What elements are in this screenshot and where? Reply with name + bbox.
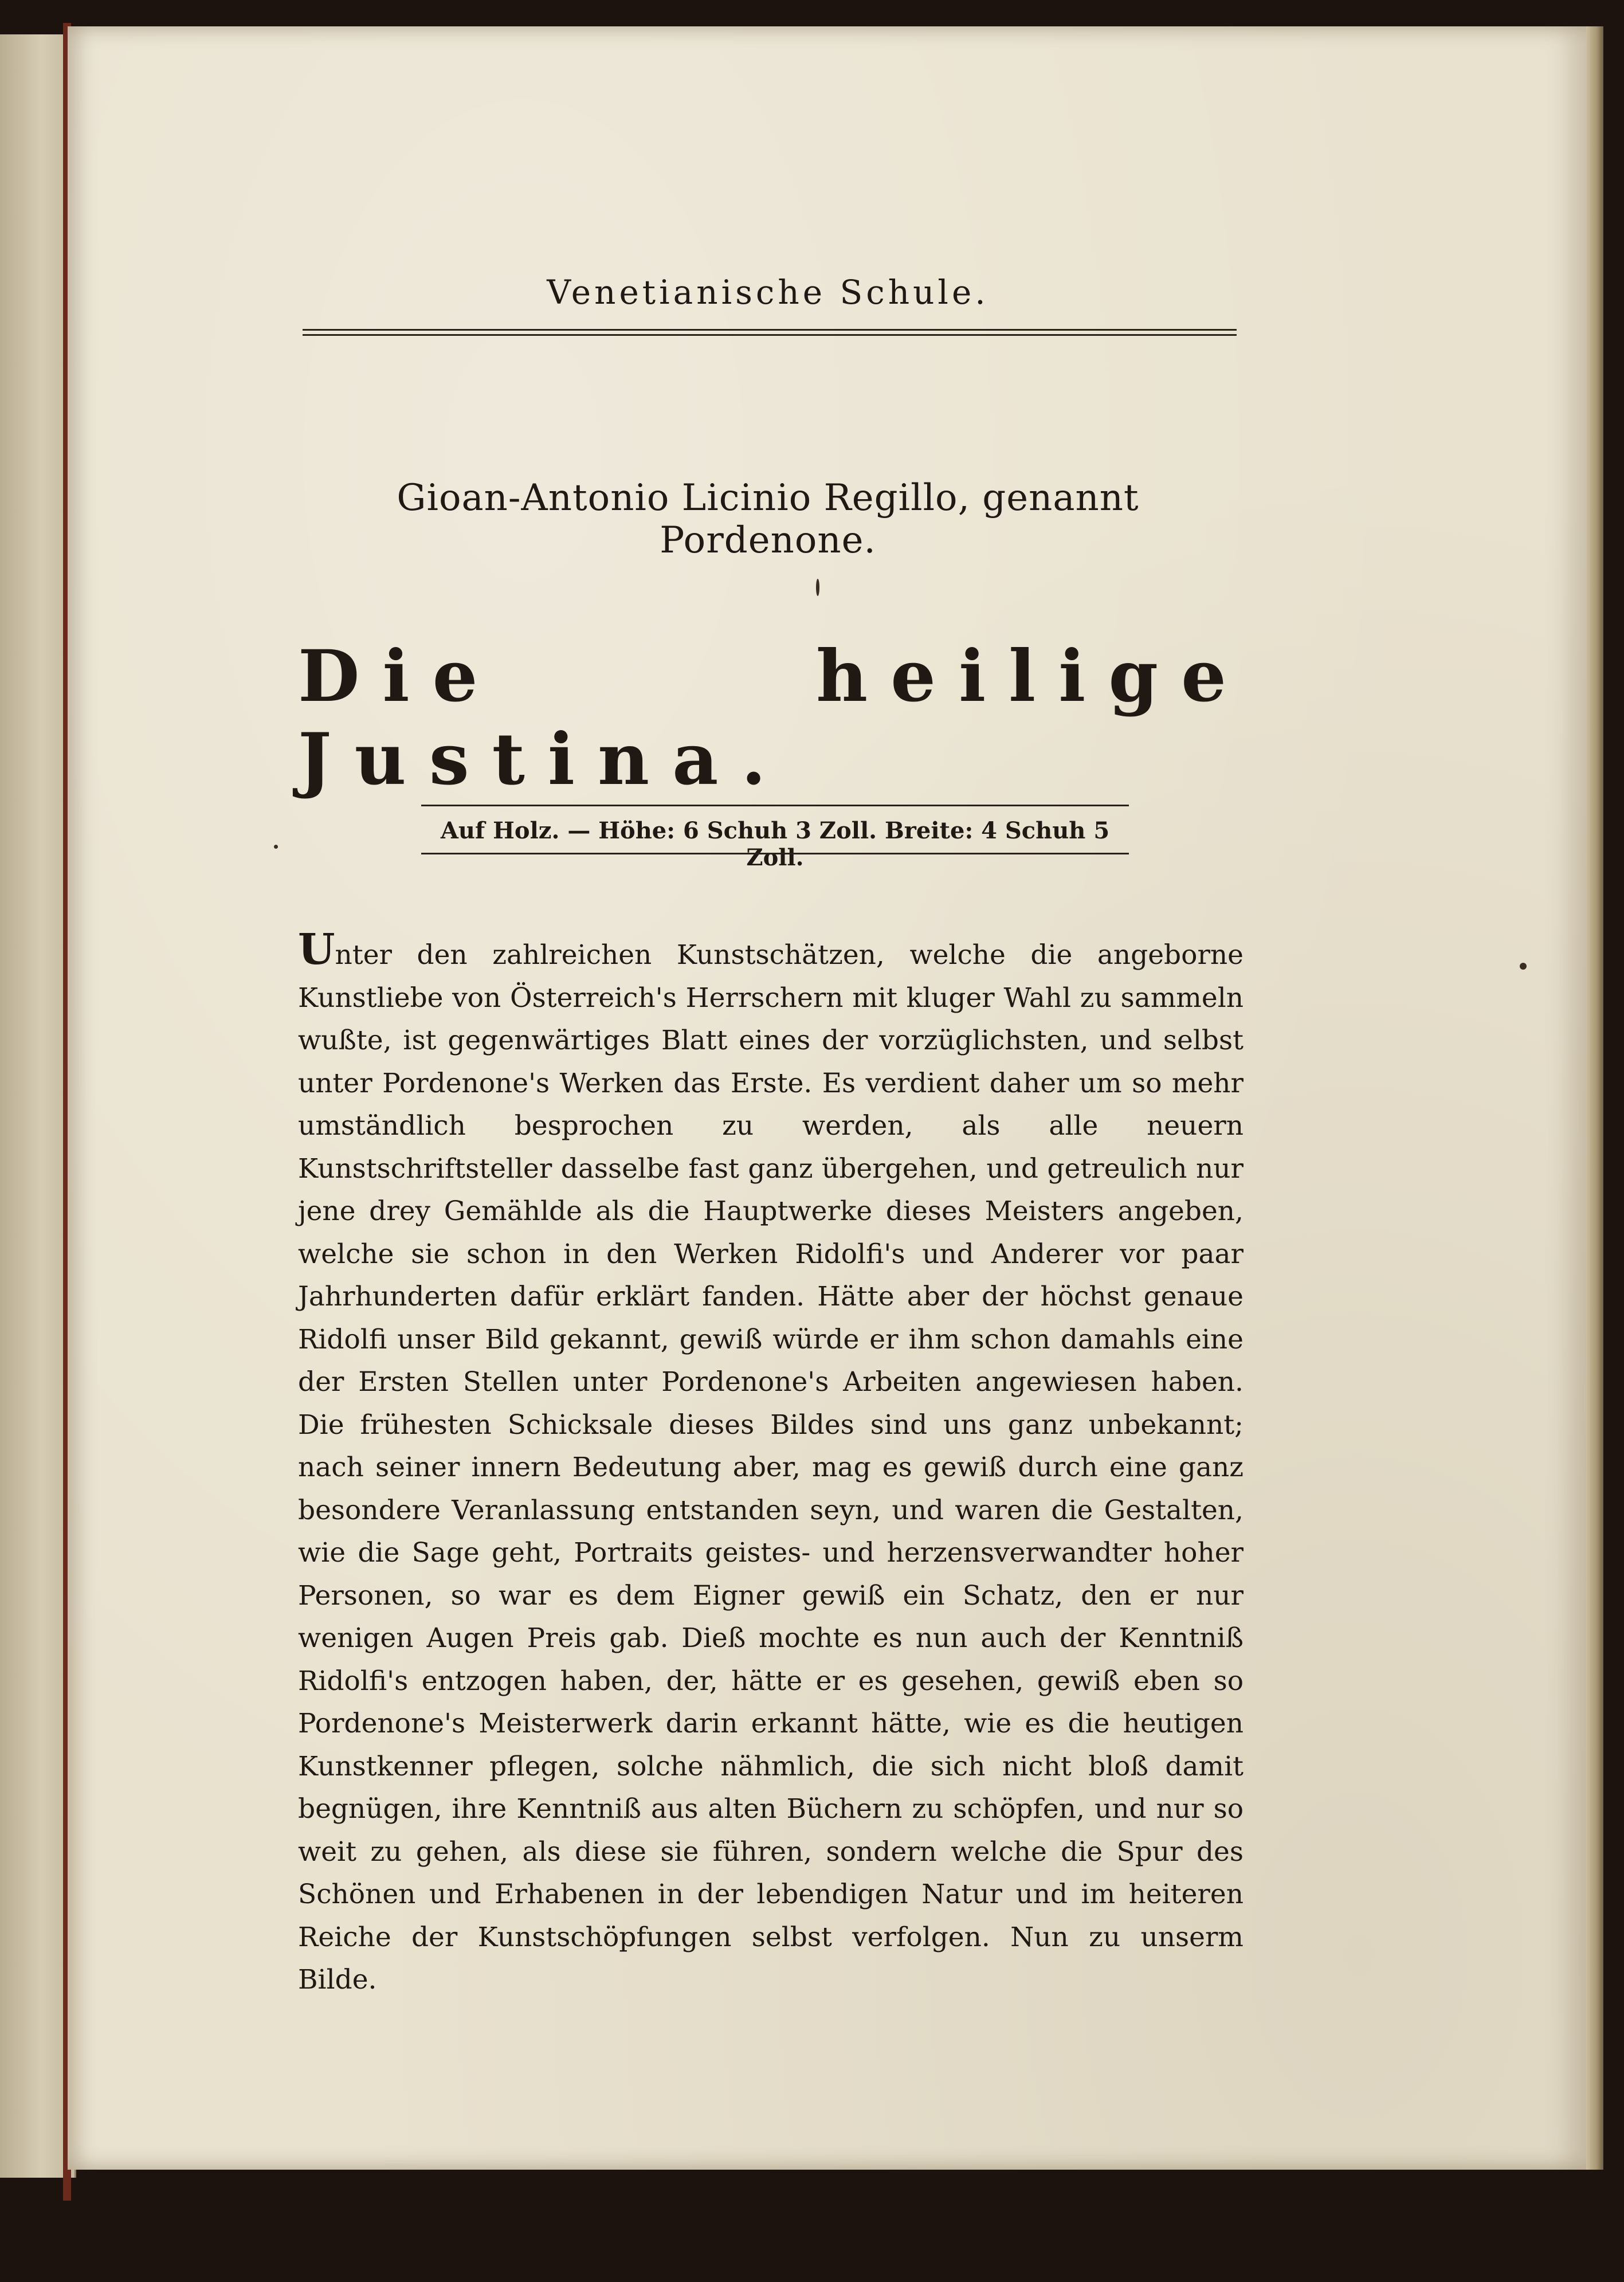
artist-name: Gioan-Antonio Licinio Regillo, genannt Pordenone. [397, 477, 1139, 562]
paper-speck [1520, 963, 1527, 970]
paper-speck [816, 579, 819, 596]
body-text [298, 925, 1244, 2002]
header-rule [303, 329, 1237, 336]
artwork-title: Die heilige Justina. [298, 635, 1249, 801]
page-fore-edge [1586, 26, 1603, 2170]
dimensions-rule-bottom [421, 853, 1129, 854]
body-paragraph: Unter den zahlreichen Kunstschätzen, welche die angeborne Kunstliebe von Österreich's Herrschern mit kluger Wahl zu sammeln wußte, ist gegenwärtiges Blatt eines der vorzüglichsten, und selbst unter Pordenone's Werken das Erste. Es verdient daher um so mehr umständlich besprochen zu werden, als alle neuern Kunstschriftsteller dasselbe fast ganz übergehen, und getreulich nur jene drey Gemählde als die Hauptwerke dieses Meisters angeben, welche sie schon in den Werken Ridolfi's und Anderer vor paar Jahrhunderten dafür erklärt fanden. Hätte aber der höchst genaue Ridolfi unser Bild gekannt, gewiß würde er ihm schon damahls eine der Ersten Stellen unter Pordenone's Arbeiten angewiesen haben. Die frühesten Schicksale dieses Bildes sind uns ganz unbekannt; nach seiner innern Bedeutung aber, mag es gewiß durch eine ganz besondere Veranlassung entstanden seyn, und waren die Gestalten, wie die Sage geht, Portraits geistes- und herzensverwandter hoher Personen, so war es dem Eigner gewiß ein Schatz, den er nur wenigen Augen Preis gab. Dieß mochte es nun auch der Kenntniß Ridolfi's entzogen haben, der, hätte er es gesehen, gewiß eben so Pordenone's Meisterwerk darin erkannt hätte, wie es die heutigen Kunstkenner pflegen, solche nähmlich, die sich nicht bloß damit begnügen, ihre Kenntniß aus alten Büchern zu schöpfen, und nur so weit zu gehen, als diese sie führen, sondern welche die Spur des Schönen und Erhabenen in der lebendigen Natur und im heiteren Reiche der Kunstschöpfungen selbst verfolgen. Nun zu unserm Bilde. [298, 925, 1244, 1995]
dimensions-rule-top [421, 805, 1129, 806]
running-head: Venetianische Schule. [547, 273, 989, 312]
artwork-dimensions: Auf Holz. — Höhe: 6 Schuh 3 Zoll. Breite: 4 Schuh 5 Zoll. [440, 817, 1110, 871]
paper-speck [274, 845, 278, 849]
